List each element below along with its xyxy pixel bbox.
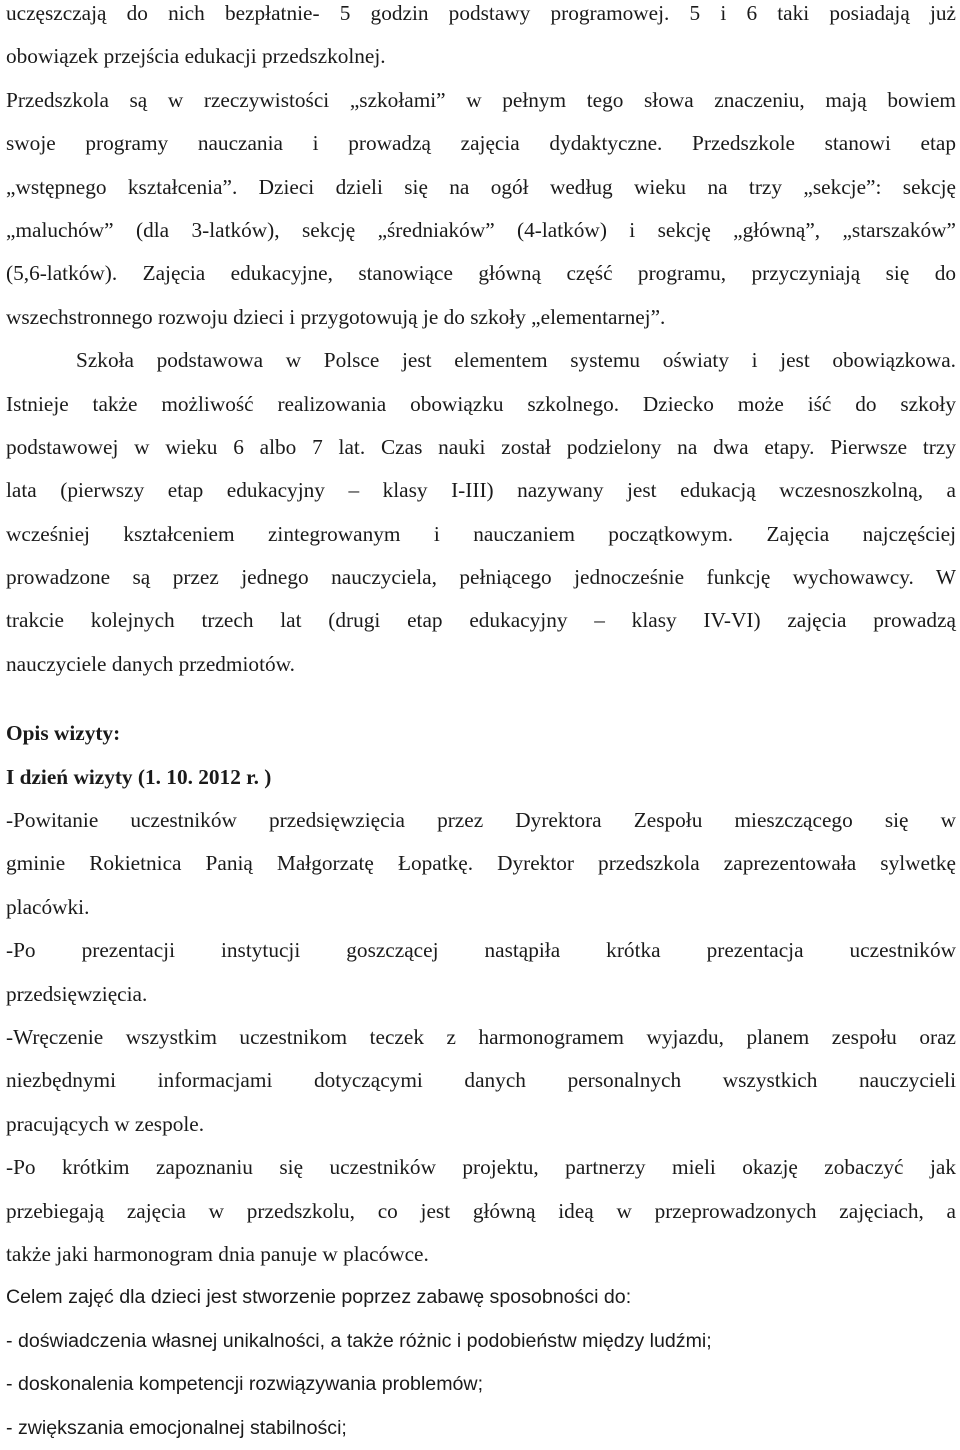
list-item: - doskonalenia kompetencji rozwiązywania problemów; [6,1373,484,1396]
text-line: -Po prezentacji instytucji goszczącej nastąpiła krótka prezentacja uczestników [6,938,956,963]
text-line: wcześniej kształceniem zintegrowanym i nauczaniem początkowym. Zajęcia najczęściej [6,521,956,546]
preschool-paragraph [6,0,956,339]
text-line: -Po krótkim zapoznaniu się uczestników projektu, partnerzy mieli okazję zobaczyć jak [6,1155,956,1180]
text-line: przedsięwzięcia. [6,981,148,1006]
text-line: -Powitanie uczestników przedsięwzięcia przez Dyrektora Zespołu mieszczącego się w [6,808,956,833]
primary-school-paragraph [6,339,956,686]
text-line: swoje programy nauczania i prowadzą zajęcia dydaktyczne. Przedszkole stanowi etap [6,131,956,156]
text-line: lata (pierwszy etap edukacyjny – klasy I-III) nazywany jest edukacją wczesnoszkolną, a [6,478,956,503]
text-line: „wstępnego kształcenia”. Dzieci dzieli się na ogół według wieku na trzy „sekcje”: sekcję [6,174,956,199]
text-line: wszechstronnego rozwoju dzieci i przygotowują je do szkoły „elementarnej”. [6,304,666,329]
list-item: - doświadczenia własnej unikalności, a także różnic i podobieństw między ludźmi; [6,1329,712,1352]
text-line: nauczyciele danych przedmiotów. [6,651,295,676]
list-item: - zwiększania emocjonalnej stabilności; [6,1416,347,1439]
text-line: podstawowej w wieku 6 albo 7 lat. Czas nauki został podzielony na dwa etapy. Pierwsze trzy [6,434,956,459]
visit-description [6,799,956,1276]
text-line: -Wręczenie wszystkim uczestnikom teczek z harmonogramem wyjazdu, planem zespołu oraz [6,1024,956,1049]
text-line: uczęszczają do nich bezpłatnie- 5 godzin podstawy programowej. 5 i 6 taki posiadają już [6,1,956,25]
visit-heading: Opis wizyty: [6,721,121,746]
text-line: trakcie kolejnych trzech lat (drugi etap edukacyjny – klasy IV-VI) zajęcia prowadzą [6,608,956,633]
text-line: „maluchów” (dla 3-latków), sekcję „średniaków” (4-latków) i sekcję „główną”, „starszaków” [6,217,956,242]
text-line: placówki. [6,894,90,919]
text-line: Celem zajęć dla dzieci jest stworzenie poprzez zabawę sposobności do: [6,1286,632,1309]
text-line: prowadzone są przez jednego nauczyciela, pełniącego jednocześnie funkcję wychowawcy. W [6,565,956,590]
text-line: także jaki harmonogram dnia panuje w placówce. [6,1241,429,1266]
document-page [6,0,956,1450]
text-line: obowiązek przejścia edukacji przedszkolnej. [6,44,386,69]
text-line: Szkoła podstawowa w Polsce jest elementem systemu oświaty i jest obowiązkowa. [76,348,956,373]
text-line: pracujących w zespole. [6,1111,205,1136]
text-line: (5,6-latków). Zajęcia edukacyjne, stanowiące główną część programu, przyczyniają się do [6,261,956,286]
text-line: gminie Rokietnica Panią Małgorzatę Łopatkę. Dyrektor przedszkola zaprezentowała sylwetkę [6,851,956,876]
goals-list [6,1276,956,1450]
text-line: przebiegają zajęcia w przedszkolu, co jest główną ideą w przeprowadzonych zajęciach, a [6,1198,956,1223]
text-line: Istnieje także możliwość realizowania obowiązku szkolnego. Dziecko może iść do szkoły [6,391,956,416]
day-heading: I dzień wizyty (1. 10. 2012 r. ) [6,764,272,789]
text-line: Przedszkola są w rzeczywistości „szkołami” w pełnym tego słowa znaczeniu, mają bowiem [6,87,956,112]
text-line: niezbędnymi informacjami dotyczącymi danych personalnych wszystkich nauczycieli [6,1068,956,1093]
